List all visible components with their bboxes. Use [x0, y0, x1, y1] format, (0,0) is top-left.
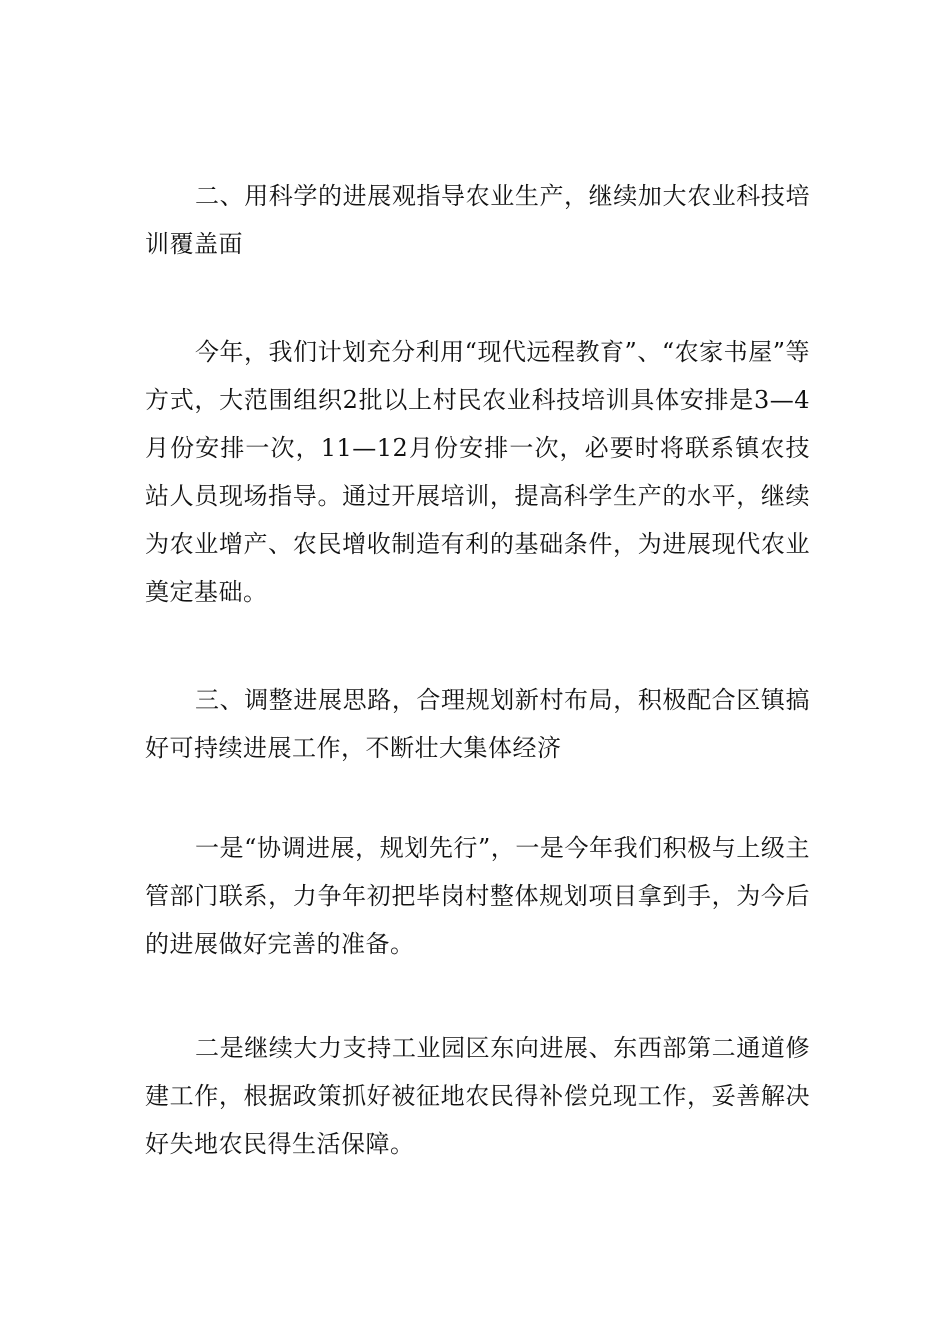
training-plan-paragraph: 今年，我们计划充分利用“现代远程教育”、“农家书屋”等方式，大范围组织2批以上村民农业科技培训具体安排是3—4月份安排一次，11—12月份安排一次，必要时将联系镇农技站人员现场指导。通过开展培训，提高科学生产的水平，继续为农业增产、农民增收制造有利的基础条件，为进展现代农业奠定基础。: [145, 338, 810, 606]
section-heading-three: 三、调整进展思路，合理规划新村布局，积极配合区镇搞好可持续进展工作，不断壮大集体经济: [145, 686, 810, 762]
industrial-park-paragraph: 二是继续大力支持工业园区东向进展、东西部第二通道修建工作，根据政策抓好被征地农民得补偿兑现工作，妥善解决好失地农民得生活保障。: [145, 1034, 810, 1158]
coordination-paragraph: 一是“协调进展，规划先行”，一是今年我们积极与上级主管部门联系，力争年初把毕岗村整体规划项目拿到手，为今后的进展做好完善的准备。: [145, 834, 810, 958]
section-heading-two: 二、用科学的进展观指导农业生产，继续加大农业科技培训覆盖面: [145, 182, 810, 258]
